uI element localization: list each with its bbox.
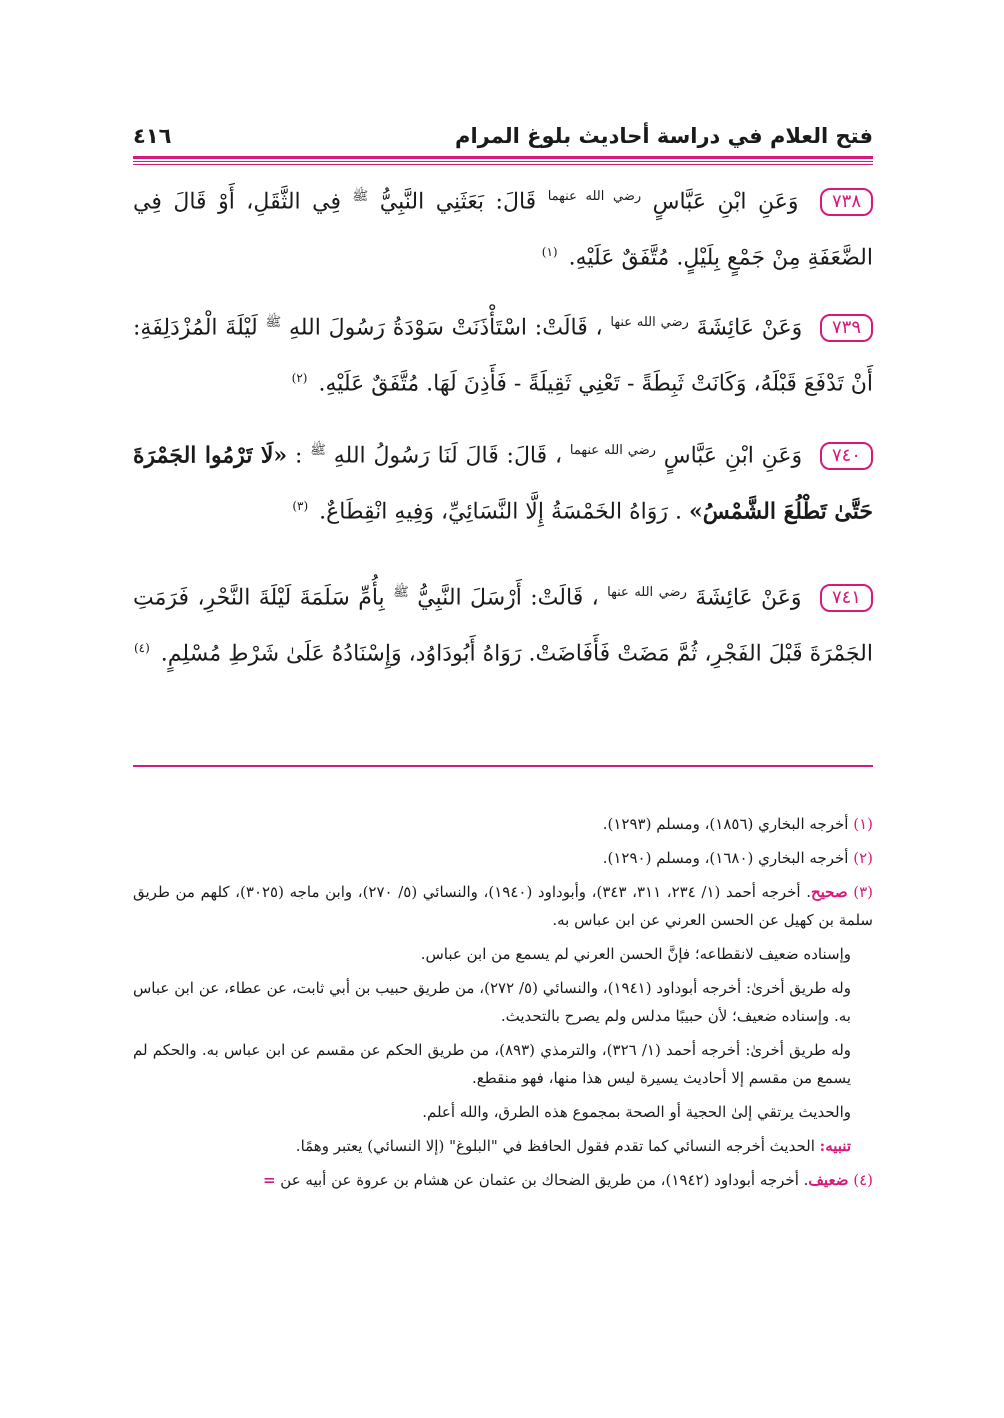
footnote-ref[interactable]: (٤) [133, 641, 150, 656]
footnote-3 [133, 878, 873, 934]
hadith-text: قَالَ: بَعَثَنِي النَّبِيُّ [379, 189, 537, 215]
honorific: رضي الله عنها [610, 315, 689, 330]
hadith-text: . رَوَاهُ الخَمْسَةُ إِلَّا النَّسَائِيِّ، وَفِيهِ انْقِطَاعٌ. [319, 499, 682, 525]
grade-label: ضعيف [808, 1171, 849, 1189]
note-text: الحديث أخرجه النسائي كما تقدم فقول الحافظ في "البلوغ" (إلا النسائي) يعتبر وهمًا. [295, 1137, 815, 1155]
hadith-text: ، قَالَتْ: أَرْسَلَ النَّبِيُّ [417, 585, 599, 611]
header-rule-thick [133, 156, 873, 159]
honorific: ﷺ [265, 315, 282, 330]
footnote-ref[interactable]: (٢) [291, 371, 308, 386]
footnote-separator [133, 765, 873, 767]
hadith-text: : [294, 443, 303, 469]
hadith-text: فِي الثَّقَلِ، أَوْ قَالَ فِي الضَّعَفَةِ مِنْ جَمْعٍ بِلَيْلٍ. مُتَّفَقٌ عَلَيْهِ. [133, 189, 873, 271]
hadith-text: وَعَنْ عَائِشَةَ [695, 585, 802, 611]
footnote-number: (٤) [853, 1171, 873, 1189]
continuation-mark: = [262, 1171, 276, 1189]
footnote-number: (٣) [853, 883, 873, 901]
hadith-740 [133, 426, 873, 538]
hadith-text: بِأُمِّ سَلَمَةَ لَيْلَةَ النَّحْرِ، فَرَمَتِ الجَمْرَةَ قَبْلَ الفَجْرِ، ثُمَّ مَضَتْ فَأَفَاضَتْ. رَوَاهُ أَبُودَاوُد، وَإِسْنَادُهُ عَلَىٰ شَرْطِ مُسْلِمٍ. [133, 585, 873, 667]
honorific: ﷺ [310, 443, 326, 458]
footnote-ref[interactable]: (١) [541, 245, 558, 260]
hadith-text: ، قَالَ: قَالَ لَنَا رَسُولُ اللهِ [333, 443, 563, 469]
footnote-1 [133, 810, 873, 838]
header-rule-thin-2 [133, 164, 873, 165]
honorific: رضي الله عنهما [547, 189, 642, 204]
honorific: ﷺ [393, 585, 409, 600]
prophetic-quote: «لَا تَرْمُوا الجَمْرَةَ حَتَّىٰ تَطْلُعَ الشَّمْسُ» [133, 442, 873, 525]
footnote-ref[interactable]: (٣) [292, 499, 309, 514]
hadith-number-badge: ٧٤١ [820, 584, 873, 612]
footnote-number: (٢) [853, 849, 873, 867]
honorific: رضي الله عنها [607, 585, 687, 600]
footnote-2 [133, 844, 873, 872]
footnote-number: (١) [853, 815, 873, 833]
hadith-number-badge: ٧٣٨ [820, 188, 873, 216]
page-number: ٤١٦ [133, 124, 172, 148]
footnote-3-para-5: والحديث يرتقي إلىٰ الحجية أو الصحة بمجموع هذه الطرق، والله أعلم. [422, 1103, 851, 1121]
book-title: فتح العلام في دراسة أحاديث بلوغ المرام [455, 124, 873, 148]
header-rule-thin [133, 161, 873, 162]
hadith-738 [133, 172, 873, 284]
footnote-3-para-3: وله طريق أخرىٰ: أخرجه أبوداود (١٩٤١)، والنسائي (٥/ ٢٧٢)، من طريق حبيب بن أبي ثابت، عن عطاء، عن ابن عباس به. وإسناده ضعيف؛ لأن حبيبًا مدلس ولم يصرح بالتحديث. [133, 979, 851, 1025]
hadith-741 [133, 568, 873, 680]
hadith-text: وَعَنِ ابْنِ عَبَّاسٍ [652, 189, 799, 215]
footnote-text: أخرجه البخاري (١٦٨٠)، ومسلم (١٢٩٠). [602, 849, 849, 867]
hadith-number-badge: ٧٤٠ [820, 442, 873, 470]
footnote-4 [133, 1166, 873, 1194]
hadith-text: ، قَالَتْ: اسْتَأْذَنَتْ سَوْدَةُ رَسُولَ اللهِ [288, 315, 603, 341]
hadith-739 [133, 298, 873, 410]
hadith-text: لَيْلَةَ الْمُزْدَلِفَةِ: أَنْ تَدْفَعَ قَبْلَهُ، وَكَانَتْ ثَبِطَةً - تَعْنِي ثَقِيلَةً - فَأَذِنَ لَهَا. مُتَّفَقٌ عَلَيْهِ. [133, 315, 873, 397]
footnote-3-note [133, 1132, 873, 1160]
footnotes [133, 810, 873, 1200]
note-label: تنبيه: [819, 1137, 851, 1155]
footnote-3-para-2: وإسناده ضعيف لانقطاعه؛ فإنَّ الحسن العرني لم يسمع من ابن عباس. [420, 945, 851, 963]
footnote-text: . أخرجه أبوداود (١٩٤٢)، من طريق الضحاك بن عثمان عن هشام بن عروة عن أبيه عن [280, 1171, 809, 1189]
honorific: ﷺ [352, 189, 369, 204]
honorific: رضي الله عنهما [569, 443, 656, 458]
hadith-text: وَعَنْ عَائِشَةَ [696, 315, 803, 341]
hadith-text: وَعَنِ ابْنِ عَبَّاسٍ [663, 443, 803, 469]
footnote-3-para-4: وله طريق أخرىٰ: أخرجه أحمد (١/ ٣٢٦)، والترمذي (٨٩٣)، من طريق الحكم عن مقسم عن ابن عباس به. والحكم لم يسمع من مقسم إلا أحاديث يسيرة ليس هذا منها، فهو منقطع. [133, 1041, 852, 1087]
running-header [133, 118, 873, 154]
footnote-text: . أخرجه أحمد (١/ ٢٣٤، ٣١١، ٣٤٣)، وأبوداود (١٩٤٠)، والنسائي (٥/ ٢٧٠)، وابن ماجه (٣٠٢٥)، كلهم من طريق سلمة بن كهيل عن الحسن العرني عن ابن عباس به. [133, 883, 873, 929]
footnote-text: أخرجه البخاري (١٨٥٦)، ومسلم (١٢٩٣). [602, 815, 849, 833]
hadith-number-badge: ٧٣٩ [820, 314, 873, 342]
grade-label: صحيح [810, 883, 848, 901]
